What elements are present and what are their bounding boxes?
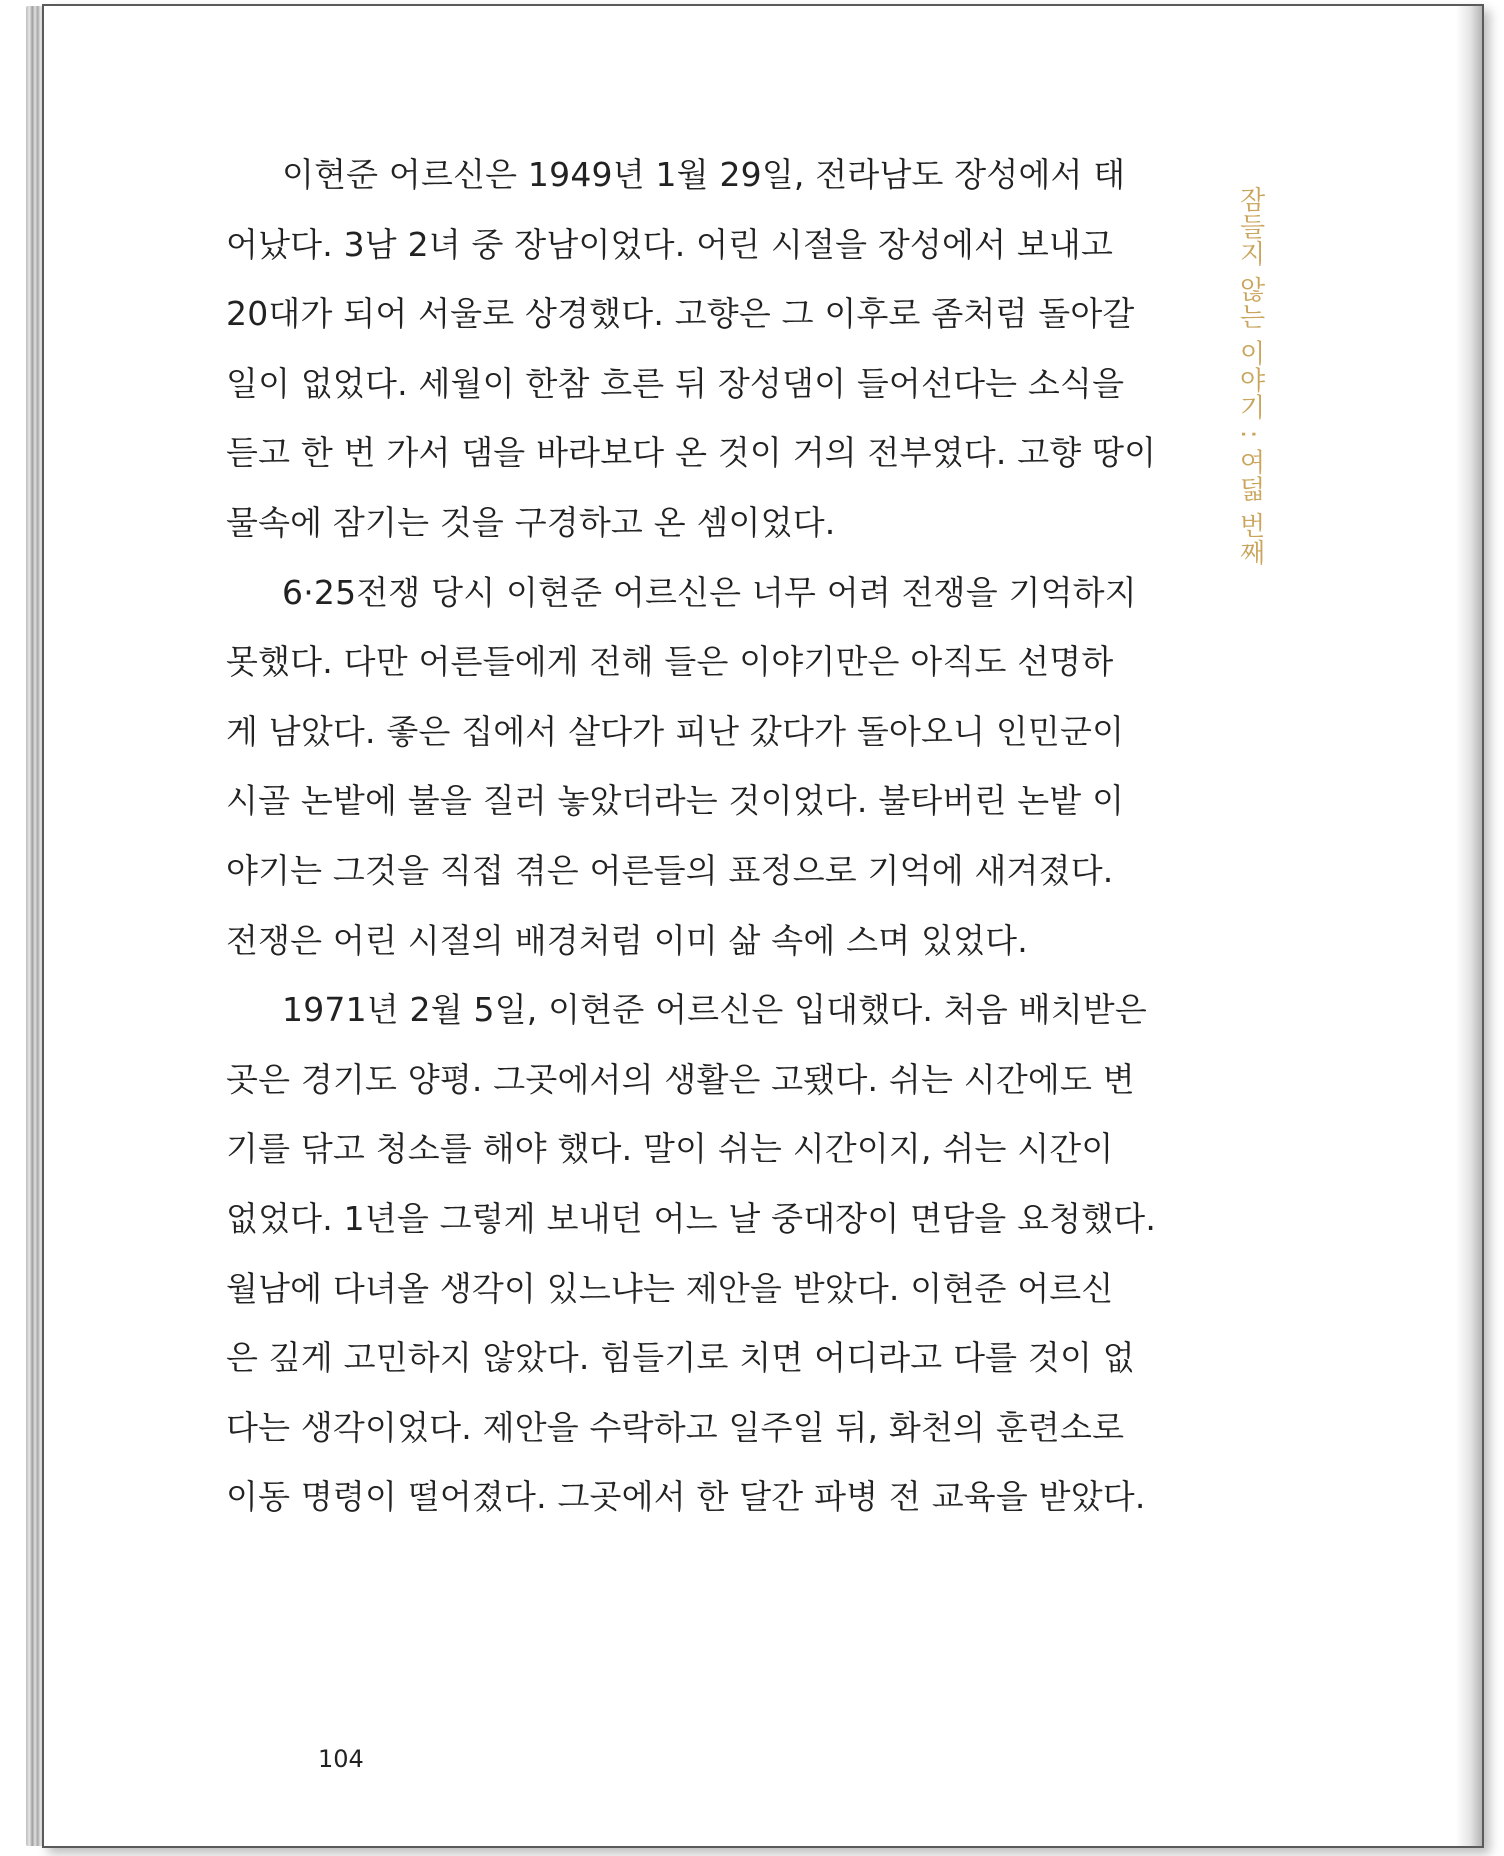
text-line: 일이 없었다. 세월이 한참 흐른 뒤 장성댐이 들어선다는 소식을 <box>226 363 1125 403</box>
text-line: 물속에 잠기는 것을 구경하고 온 셈이었다. <box>226 502 836 542</box>
text-line: 못했다. 다만 어른들에게 전해 들은 이야기만은 아직도 선명하 <box>226 642 1114 682</box>
paragraph-3 <box>226 975 1226 1532</box>
text-line: 시골 논밭에 불을 질러 놓았더라는 것이었다. 불타버린 논밭 이 <box>226 781 1125 821</box>
text-line: 1971년 2월 5일, 이현준 어르신은 입대했다. 처음 배치받은 <box>282 990 1147 1030</box>
text-line: 듣고 한 번 가서 댐을 바라보다 온 것이 거의 전부였다. 고향 땅이 <box>226 433 1157 473</box>
text-line: 이동 명령이 떨어졌다. 그곳에서 한 달간 파병 전 교육을 받았다. <box>226 1477 1146 1517</box>
running-head: 잠들지 않는 이야기 : 여덟 번째 <box>1235 186 1265 567</box>
text-line: 없었다. 1년을 그렇게 보내던 어느 날 중대장이 면담을 요청했다. <box>226 1198 1157 1238</box>
text-line: 야기는 그것을 직접 겪은 어른들의 표정으로 기억에 새겨졌다. <box>226 850 1114 890</box>
text-line: 다는 생각이었다. 제안을 수락하고 일주일 뒤, 화천의 훈련소로 <box>226 1407 1125 1447</box>
text-line: 기를 닦고 청소를 해야 했다. 말이 쉬는 시간이지, 쉬는 시간이 <box>226 1129 1114 1169</box>
text-line: 게 남았다. 좋은 집에서 살다가 피난 갔다가 돌아오니 인민군이 <box>226 711 1125 751</box>
text-line: 전쟁은 어린 시절의 배경처럼 이미 삶 속에 스며 있었다. <box>226 920 1028 960</box>
binding-fold-shadow <box>1456 6 1482 1846</box>
page-number: 104 <box>318 1745 364 1773</box>
paragraph-1 <box>226 140 1226 558</box>
text-line: 이현준 어르신은 1949년 1월 29일, 전라남도 장성에서 태 <box>282 155 1126 194</box>
text-line: 20대가 되어 서울로 상경했다. 고향은 그 이후로 좀처럼 돌아갈 <box>226 294 1135 334</box>
text-line: 6·25전쟁 당시 이현준 어르신은 너무 어려 전쟁을 기억하지 <box>282 572 1137 612</box>
text-line: 곳은 경기도 양평. 그곳에서의 생활은 고됐다. 쉬는 시간에도 변 <box>226 1059 1135 1099</box>
text-line: 어났다. 3남 2녀 중 장남이었다. 어린 시절을 장성에서 보내고 <box>226 224 1114 264</box>
text-line: 월남에 다녀올 생각이 있느냐는 제안을 받았다. 이현준 어르신 <box>226 1268 1114 1308</box>
text-line: 은 깊게 고민하지 않았다. 힘들기로 치면 어디라고 다를 것이 없 <box>226 1338 1135 1378</box>
body-text <box>226 140 1226 1532</box>
paragraph-2 <box>226 558 1226 976</box>
